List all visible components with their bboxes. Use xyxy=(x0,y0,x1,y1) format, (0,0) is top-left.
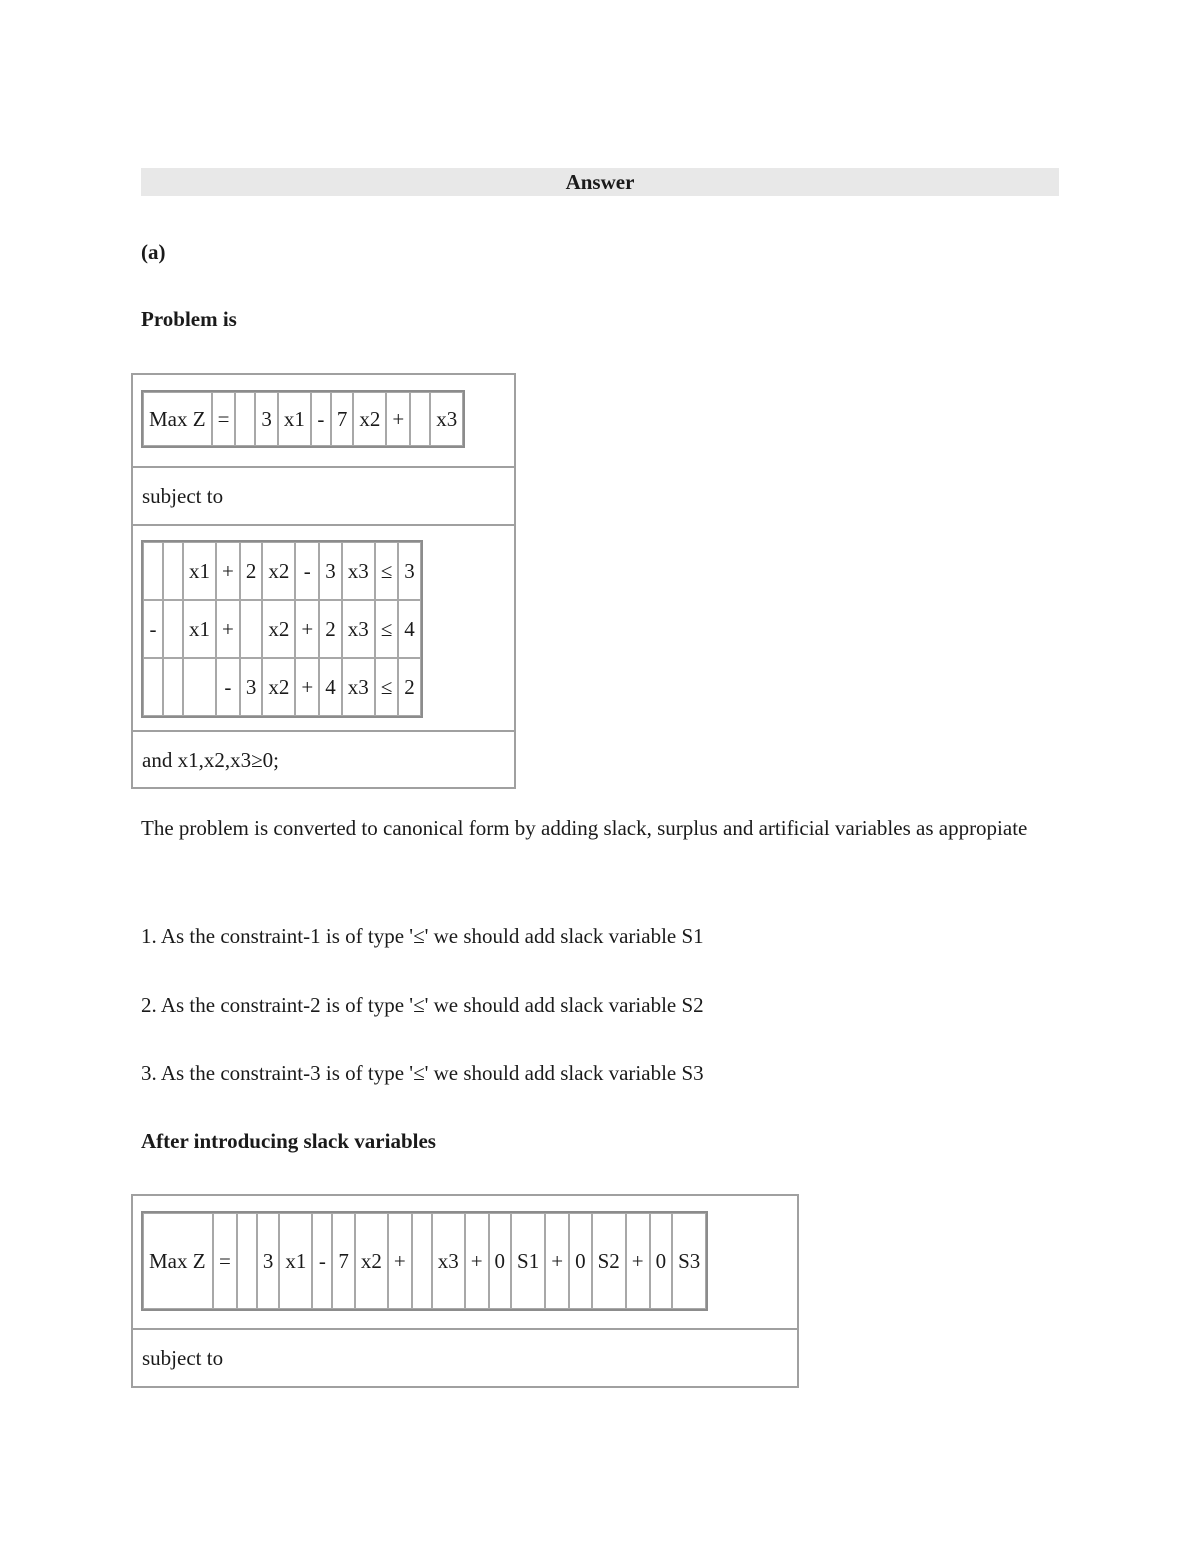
objective-table xyxy=(141,390,465,448)
equation-cell xyxy=(163,542,183,600)
equation-cell xyxy=(163,600,183,658)
equation-cell: - xyxy=(216,658,240,716)
equation-cell: + xyxy=(626,1213,650,1309)
equation-cell: + xyxy=(295,658,319,716)
equation-cell: 3 xyxy=(398,542,421,600)
equation-cell: x1 xyxy=(278,392,311,446)
equation-cell: x2 xyxy=(262,542,295,600)
equation-cell xyxy=(235,392,255,446)
equation-cell xyxy=(163,658,183,716)
equation-cell: 2 xyxy=(398,658,421,716)
equation-cell: 0 xyxy=(569,1213,592,1309)
equation-cell: S2 xyxy=(592,1213,626,1309)
equation-cell: 3 xyxy=(240,658,263,716)
equation-cell: x3 xyxy=(342,600,375,658)
equation-cell: x3 xyxy=(432,1213,465,1309)
slack-objective-section xyxy=(133,1196,797,1328)
objective-section xyxy=(133,375,514,466)
constraints-table xyxy=(141,540,423,718)
equation-cell xyxy=(237,1213,257,1309)
equation-cell: = xyxy=(212,392,236,446)
problem-heading: Problem is xyxy=(141,307,237,331)
answer-heading: Answer xyxy=(141,168,1059,196)
equation-cell: + xyxy=(216,542,240,600)
equation-cell: 7 xyxy=(332,1213,355,1309)
constraint-row xyxy=(143,658,421,716)
equation-cell: x2 xyxy=(262,600,295,658)
equation-cell: - xyxy=(143,600,163,658)
equation-cell xyxy=(412,1213,432,1309)
equation-cell: x3 xyxy=(342,658,375,716)
slack-objective-table xyxy=(141,1211,708,1311)
equation-cell: - xyxy=(312,1213,332,1309)
equation-cell: 3 xyxy=(255,392,278,446)
equation-cell: x1 xyxy=(183,542,216,600)
equation-cell: - xyxy=(311,392,331,446)
equation-cell: + xyxy=(216,600,240,658)
equation-cell: 0 xyxy=(489,1213,512,1309)
slack-subject-to-label: subject to xyxy=(142,1346,224,1370)
canonical-intro: The problem is converted to canonical form by adding slack, surplus and artificial variables as appropiate xyxy=(141,816,1028,840)
step-1: 1. As the constraint-1 is of type '≤' we should add slack variable S1 xyxy=(141,924,704,948)
equation-cell: 4 xyxy=(319,658,342,716)
equation-cell: Max Z xyxy=(143,1213,213,1309)
equation-cell: 4 xyxy=(398,600,421,658)
equation-cell: x3 xyxy=(342,542,375,600)
equation-cell xyxy=(410,392,430,446)
part-label: (a) xyxy=(141,240,166,264)
equation-cell: + xyxy=(545,1213,569,1309)
equation-cell: + xyxy=(465,1213,489,1309)
nonnegativity-label: and x1,x2,x3≥0; xyxy=(142,748,279,772)
equation-cell: + xyxy=(386,392,410,446)
equation-cell: x2 xyxy=(353,392,386,446)
equation-cell xyxy=(143,542,163,600)
equation-cell: x1 xyxy=(183,600,216,658)
equation-cell: + xyxy=(295,600,319,658)
equation-cell xyxy=(183,658,216,716)
equation-cell: + xyxy=(388,1213,412,1309)
equation-cell: x2 xyxy=(355,1213,388,1309)
constraints-section xyxy=(133,524,514,730)
subject-to-label: subject to xyxy=(142,484,224,508)
after-heading: After introducing slack variables xyxy=(141,1129,436,1153)
equation-cell: Max Z xyxy=(143,392,212,446)
equation-cell: x1 xyxy=(279,1213,312,1309)
equation-cell: ≤ xyxy=(375,658,399,716)
constraint-row xyxy=(143,542,421,600)
equation-cell: 2 xyxy=(319,600,342,658)
slack-subject-to-section xyxy=(133,1328,797,1386)
equation-cell: = xyxy=(213,1213,237,1309)
equation-cell: 0 xyxy=(650,1213,673,1309)
equation-cell: - xyxy=(295,542,319,600)
equation-cell xyxy=(143,658,163,716)
problem-box xyxy=(131,373,516,789)
slack-problem-box xyxy=(131,1194,799,1388)
equation-cell: 2 xyxy=(240,542,263,600)
step-2: 2. As the constraint-2 is of type '≤' we should add slack variable S2 xyxy=(141,993,704,1017)
step-3: 3. As the constraint-3 is of type '≤' we should add slack variable S3 xyxy=(141,1061,704,1085)
equation-cell: x3 xyxy=(430,392,463,446)
equation-cell: 3 xyxy=(319,542,342,600)
equation-cell: S3 xyxy=(672,1213,706,1309)
equation-cell: S1 xyxy=(511,1213,545,1309)
equation-cell: ≤ xyxy=(375,542,399,600)
equation-cell: ≤ xyxy=(375,600,399,658)
nonnegativity-section xyxy=(133,730,514,787)
equation-cell: 3 xyxy=(257,1213,280,1309)
equation-cell: 7 xyxy=(331,392,354,446)
constraint-row xyxy=(143,600,421,658)
subject-to-section xyxy=(133,466,514,524)
equation-cell xyxy=(240,600,263,658)
equation-cell: x2 xyxy=(262,658,295,716)
